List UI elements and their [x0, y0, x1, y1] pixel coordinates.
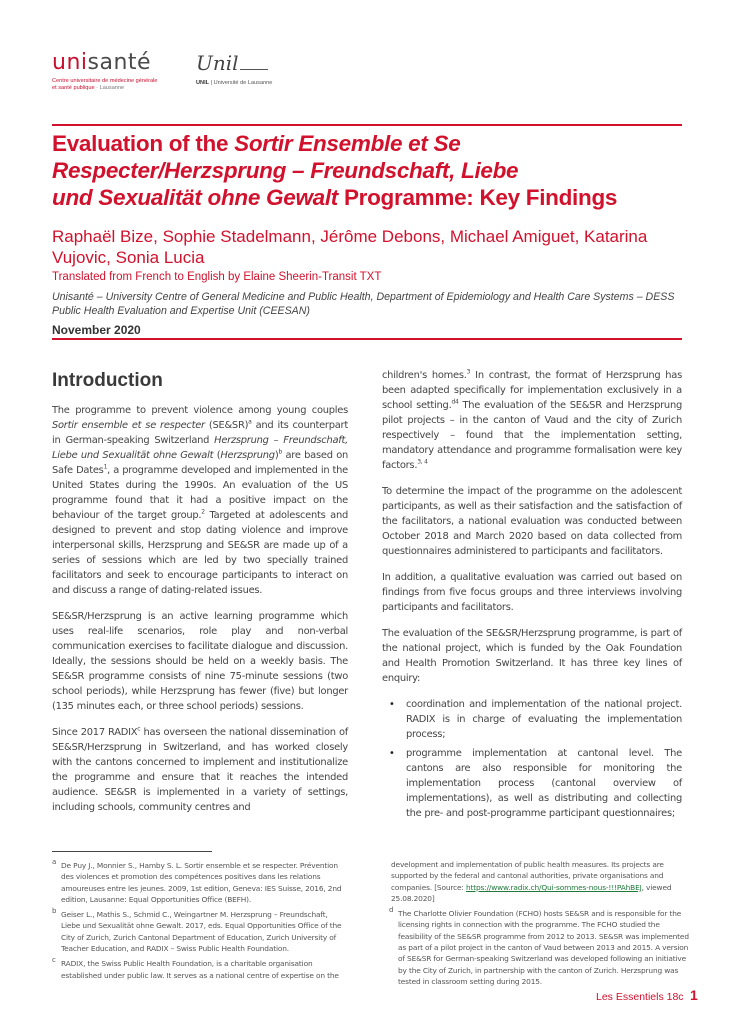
unil-subtitle: [196, 80, 272, 86]
paragraph-radix: [52, 725, 348, 815]
text: (: [213, 450, 221, 461]
paragraph-intro: [52, 403, 348, 598]
unil-signature-stroke: [240, 69, 268, 70]
footnote-ref[interactable]: d4: [451, 398, 459, 406]
wordmark-suffix: santé: [87, 50, 152, 75]
unisante-subtitle-city: · Lausanne: [96, 85, 125, 91]
title-text: Evaluation of the: [52, 131, 235, 156]
footnote-marker: c: [52, 956, 56, 965]
footnote-marker: d: [389, 906, 394, 915]
affiliation: Unisanté – University Centre of General Medicine and Public Health, Department of Epidemiology and Health Care Systems – DESS Public Health Evaluation and Expertise Unit (CEESAN): [52, 291, 675, 317]
footnote-text: De Puy J., Monnier S., Hamby S. L. Sortir ensemble et se respecter. Prévention des violences et promotion des compétences positives dans les relations amoureuses entre les jeunes. 2009, 1st edition, Geneva: IES Suisse, 2016, 2nd edition, Lausanne: Equal Opportunities Office (BEFH).: [61, 861, 342, 904]
footnote-marker: b: [52, 907, 57, 916]
footnote-text: development and implementation of public health measures. Its projects are supported by the federal and cantonal authorities, private organisations and companies. [Source:: [391, 860, 664, 892]
text-italic: Sortir ensemble et se respecter: [52, 420, 205, 431]
unisante-subtitle-line2: et santé publique: [52, 85, 95, 91]
unisante-logo: [52, 52, 157, 92]
text-italic: Herzsprung – Freundschaft, Liebe und Sexualität ohne Gewalt: [52, 435, 348, 461]
text: (SE&SR): [204, 420, 249, 431]
unisante-subtitle-line1: Centre universitaire de médecine générale: [52, 78, 158, 84]
footnotes-right: [389, 859, 689, 991]
footnote-text: The Charlotte Olivier Foundation (FCHO) hosts SE&SR and is responsible for the licensing rights in connection with the programme. The FCHO studied the feasibility of the SE&SR programme from 2012 to 2013. SE&SR was implemented as part of a pilot project in the canton of Vaud between 2013 and 2015. A version of SE&SR for German-speaking Switzerland was developed following an initiative by the City of Zurich, in partnership with the canton of Zurich. Herzsprung was tested in classroom setting during 2015.: [398, 909, 689, 986]
footnote-c-continued: [389, 859, 689, 904]
footnote-d: [389, 908, 689, 987]
text: Targeted at adolescents and designed to prevent and stop dating violence and improve interpersonal skills, Herzsprung and SE&SR are made up of a series of sessions which are led by two specially trained facilitators and seek to encourage participants to interact on and discuss a range of dating-related issues.: [52, 510, 348, 596]
text: and its counterpart in German-speaking Switzerland: [52, 420, 348, 446]
header-rule-bottom: [52, 338, 682, 340]
footnote-marker: a: [52, 858, 57, 866]
citation-ref[interactable]: 1: [103, 463, 108, 471]
text: has overseen the national dissemination of SE&SR/Herzsprung in Switzerland, and has worked closely with the cantons concerned to implement and institutionalize the programme and ensure that it reaches the intended audience. SE&SR is implemented in a variety of settings, including schools, community centres and: [52, 727, 349, 813]
paragraph-radix-continued: [382, 368, 682, 473]
footnote-ref[interactable]: c: [137, 725, 141, 733]
unil-script-mark: Unil: [196, 51, 239, 75]
unil-name: Université de Lausanne: [213, 80, 273, 86]
footnote-text: , viewed 25.08.2020]: [391, 882, 672, 903]
text: are based on Safe Dates: [52, 450, 348, 476]
citation-ref[interactable]: 3: [466, 368, 471, 376]
series-label: Les Essentiels 18c: [596, 991, 684, 1003]
citation-ref[interactable]: 3, 4: [417, 458, 428, 466]
text: In contrast, the format of Herzsprung has been adapted specifically for implementation exclusively in a school setting.: [382, 370, 682, 411]
title-italic-text: Respecter/Herzsprung – Freundschaft, Liebe: [52, 158, 519, 183]
list-item: • coordination and implementation of the national project. RADIX is in charge of evaluating the implementation process;: [406, 697, 682, 742]
title-text: Programme: Key Findings: [338, 185, 618, 210]
enquiry-list: [382, 697, 682, 821]
paragraph-active-learning: SE&SR/Herzsprung is an active learning programme which uses real-life scenarios, role play and non-verbal communication exercises to facilitate dialogue and discussion. Ideally, the sessions should be held on a weekly basis. The SE&SR programme consists of nine 75-minute sessions (two school periods), while Herzsprung has fewer (five) but longer (135 minutes each, or three school periods) sessions.: [52, 611, 348, 712]
footnote-ref[interactable]: a: [248, 418, 252, 426]
unil-logo: [196, 52, 272, 86]
unisante-wordmark: [52, 52, 157, 74]
citation-ref[interactable]: 2: [201, 508, 205, 516]
list-item: • programme implementation at cantonal level. The cantons are also responsible for monitoring the implementation process (cantonal overview of implementations), as well as distributing and collecting the pre- and post-programme participant questionnaires;: [406, 746, 682, 821]
radix-source-link[interactable]: https://www.radix.ch/Qui-sommes-nous-!!!PAhBEJ: [465, 882, 642, 892]
footnote-c: [52, 958, 348, 981]
paragraph-lines-of-enquiry: The evaluation of the SE&SR/Herzsprung programme, is part of the national project, which is funded by the Oak Foundation and Health Promotion Switzerland. It has three key lines of enquiry:: [382, 628, 682, 684]
wordmark-prefix: uni: [52, 50, 88, 75]
unil-acronym: UNIL: [196, 80, 210, 86]
unil-separator: |: [209, 80, 214, 86]
footnotes-left: [52, 860, 348, 985]
text: , a programme developed and implemented in the United States during the 1990s. An evaluation of the US programme found that it had a positive impact on the behaviour of the target group.: [52, 465, 349, 521]
section-heading: Introduction: [52, 370, 163, 391]
body-column-left: [52, 403, 348, 815]
footnote-text: Geiser L., Mathis S., Schmid C., Weingartner M. Herzsprung – Freundschaft, Liebe und Sexualität ohne Gewalt. 2017, eds. Equal Opportunities Office of the City of Zurich, Zurich Cantonal Department of Education, Zurich University of Teacher Education, and RADIX – Swiss Public Health Foundation.: [61, 910, 342, 954]
text-italic: Herzsprung: [220, 450, 275, 461]
text: children's homes.: [382, 370, 467, 381]
paragraph-qualitative-evaluation: In addition, a qualitative evaluation was carried out based on findings from five focus groups and three interviews involving participants and facilitators.: [382, 572, 682, 613]
authors: Raphaël Bize, Sophie Stadelmann, Jérôme Debons, Michael Amiguet, Katarina Vujovic, Sonia Lucia: [52, 227, 648, 267]
paragraph-national-evaluation: To determine the impact of the programme on the adolescent participants, as well as their satisfaction and the satisfaction of the facilitators, a national evaluation was conducted between October 2018 and March 2020 based on data collected from questionnaires administered to participants and facilitators.: [382, 486, 682, 557]
header-rule-top: [52, 124, 682, 126]
footnote-b: [52, 909, 348, 954]
document-title: [52, 130, 692, 211]
unisante-subtitle: [52, 78, 157, 92]
translation-credit: Translated from French to English by Elaine Sheerin-Transit TXT: [52, 271, 382, 283]
footnote-separator: [52, 851, 212, 852]
footnote-text: RADIX, the Swiss Public Health Foundation, is a charitable organisation established under public law. It serves as a national centre of expertise on the: [61, 959, 339, 980]
page-number: 1: [690, 987, 698, 1003]
title-italic-text: und Sexualität ohne Gewalt: [52, 185, 338, 210]
text: The programme to prevent violence among young couples: [52, 405, 348, 416]
footnote-a: [52, 860, 348, 905]
text: The evaluation of the SE&SR and Herzsprung pilot projects – in the canton of Vaud and the city of Zurich respectively – found that the implementation setting, mandatory attendance and programme formalisation were key factors.: [382, 400, 682, 471]
text: Since 2017 RADIX: [52, 727, 138, 738]
text: ): [274, 450, 279, 461]
title-italic-text: Sortir Ensemble et Se: [234, 131, 461, 156]
publication-date: November 2020: [52, 323, 141, 337]
footnote-ref[interactable]: b: [278, 448, 282, 456]
body-column-right: [382, 368, 682, 825]
